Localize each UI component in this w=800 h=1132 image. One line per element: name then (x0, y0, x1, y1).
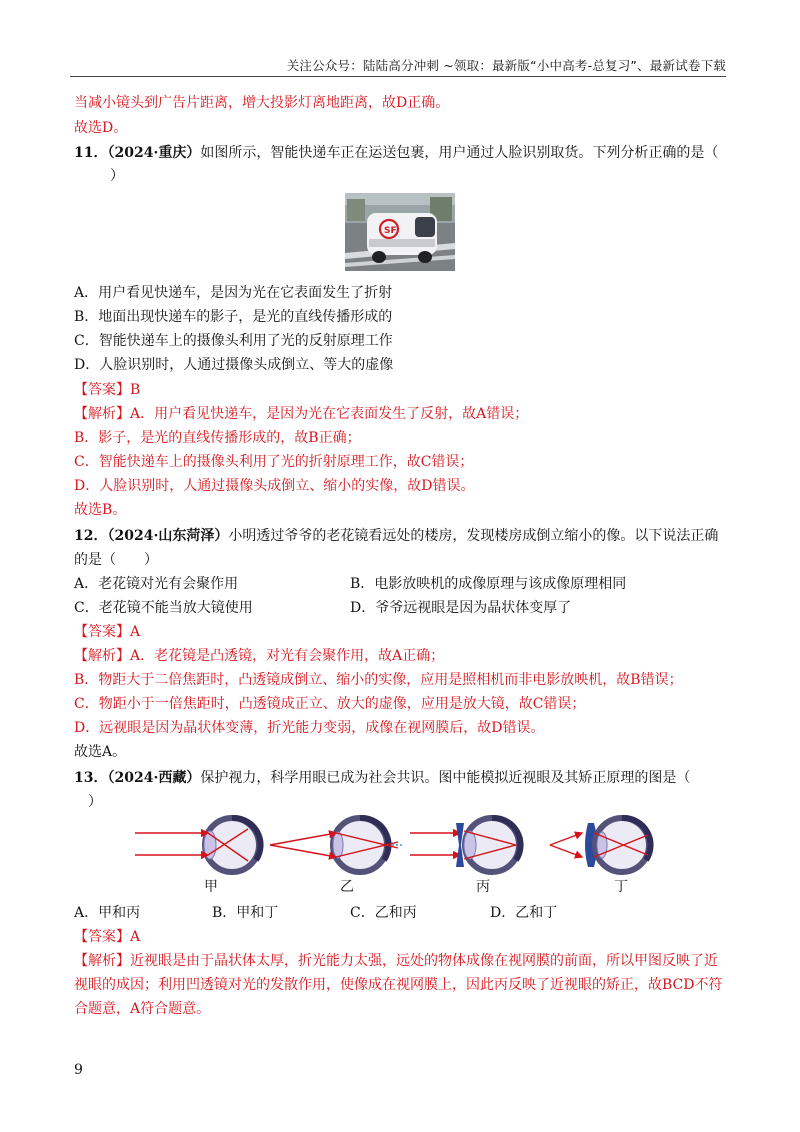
sf-logo-text: SF (384, 226, 397, 236)
figure-label-ding: 丁 (614, 879, 628, 895)
q11-source: （2024·重庆） (107, 145, 201, 161)
figure-label-bing: 丙 (476, 879, 490, 895)
q12-option-a: A．老花镜对光有会聚作用 (74, 576, 239, 592)
eye-diagram-yi (270, 818, 402, 872)
q12-option-b: B．电影放映机的成像原理与该成像原理相同 (350, 576, 627, 592)
q12-stem (74, 526, 718, 546)
page-header: 关注公众号：陆陆高分冲刺 ~领取：最新版“小中高考-总复习”、最新试卷下载 (286, 58, 726, 73)
q12-analysis-text: A．老花镜是凸透镜，对光有会聚作用，故A正确； (130, 648, 445, 664)
q12-answer (74, 622, 140, 642)
q13-option-c: C．乙和丙 (350, 905, 417, 921)
figure-label-jia: 甲 (204, 879, 218, 895)
delivery-vehicle-photo (345, 193, 455, 271)
q12-number: 12． (74, 528, 108, 544)
q13-analysis-3: 合题意，A符合题意。 (74, 1001, 211, 1017)
page-number: 9 (74, 1062, 83, 1078)
q11-analysis-label: 【解析】 (74, 406, 130, 422)
q13-source: （2024·西藏） (107, 770, 201, 786)
q13-analysis-1 (74, 951, 718, 971)
q13-option-b: B．甲和丁 (212, 905, 279, 921)
q13-stem-cont: ） (88, 794, 102, 810)
q13-analysis-text: 近视眼是由于晶状体太厚，折光能力太强，远处的物体成像在视网膜的前面，所以甲图反映了近 (130, 953, 718, 969)
q12-answer-value: A (130, 624, 141, 640)
q11-analysis-text: A．用户看见快递车，是因为光在它表面发生了反射，故A错误； (130, 406, 529, 422)
q13-answer (74, 927, 140, 947)
q11-option-d: D．人脸识别时，人通过摄像头成倒立、等大的虚像 (74, 357, 394, 373)
prev-analysis-line: 当减小镜头到广告片距离，增大投影灯离地距离，故D正确。 (74, 95, 450, 111)
q13-number: 13． (74, 770, 108, 786)
q11-analysis-4: D．人脸识别时，人通过摄像头成倒立、缩小的实像，故D错误。 (74, 478, 475, 494)
q11-answer (74, 380, 140, 400)
q11-stem (74, 143, 718, 163)
q12-stem-cont: 的是（ ） (74, 552, 158, 568)
q12-answer-label: 【答案】 (74, 624, 130, 640)
q12-stem-text: 小明透过爷爷的老花镜看远处的楼房，发现楼房成倒立缩小的像。以下说法正确 (228, 528, 719, 544)
eye-diagram-jia (135, 818, 261, 872)
q12-analysis-label: 【解析】 (74, 648, 130, 664)
q13-option-d: D．乙和丁 (490, 905, 558, 921)
eye-diagram-bing (410, 818, 521, 872)
q13-option-a: A．甲和丙 (74, 905, 141, 921)
header-rule (70, 76, 726, 77)
q12-analysis-4: D．远视眼是因为晶状体变薄，折光能力变弱，成像在视网膜后，故D错误。 (74, 720, 545, 736)
q13-analysis-2: 视眼的成因；利用凹透镜对光的发散作用，使像成在视网膜上，因此丙反映了近视眼的矫正，故BCD不符 (74, 977, 723, 993)
q11-answer-label: 【答案】 (74, 382, 130, 398)
q11-analysis-1 (74, 404, 528, 424)
q11-number: 11． (74, 145, 108, 161)
q12-option-d: D．爷爷远视眼是因为晶状体变厚了 (350, 600, 572, 616)
q12-source: （2024·山东菏泽） (107, 528, 229, 544)
q12-analysis-1 (74, 646, 444, 666)
q13-stem (74, 768, 690, 788)
q12-conclusion: 故选A。 (74, 744, 127, 760)
figure-label-yi: 乙 (340, 879, 354, 895)
q11-analysis-2: B．影子，是光的直线传播形成的，故B正确； (74, 430, 361, 446)
q11-stem-cont: ） (110, 168, 124, 184)
q13-stem-text: 保护视力，科学用眼已成为社会共识。图中能模拟近视眼及其矫正原理的图是（ (200, 770, 691, 786)
q11-option-a: A．用户看见快递车，是因为光在它表面发生了折射 (74, 285, 393, 301)
prev-conclusion: 故选D。 (74, 120, 128, 136)
q13-answer-value: A (130, 929, 141, 945)
q11-option-c: C．智能快递车上的摄像头利用了光的反射原理工作 (74, 333, 393, 349)
q11-analysis-3: C．智能快递车上的摄像头利用了光的折射原理工作，故C错误； (74, 454, 474, 470)
q11-stem-text: 如图所示，智能快递车正在运送包裹，用户通过人脸识别取货。下列分析正确的是（ (200, 145, 719, 161)
q13-answer-label: 【答案】 (74, 929, 130, 945)
q12-analysis-2: B．物距大于二倍焦距时，凸透镜成倒立、缩小的实像，应用是照相机而非电影放映机，故B错误； (74, 672, 683, 688)
q11-option-b: B．地面出现快递车的影子，是光的直线传播形成的 (74, 309, 393, 325)
q12-option-c: C．老花镜不能当放大镜使用 (74, 600, 253, 616)
q11-conclusion: 故选B。 (74, 502, 127, 518)
q12-analysis-3: C．物距小于一倍焦距时，凸透镜成正立、放大的虚像，应用是放大镜，故C错误； (74, 696, 586, 712)
eye-diagram-ding (550, 818, 651, 872)
q11-answer-value: B (130, 382, 141, 398)
q13-analysis-label: 【解析】 (74, 953, 130, 969)
